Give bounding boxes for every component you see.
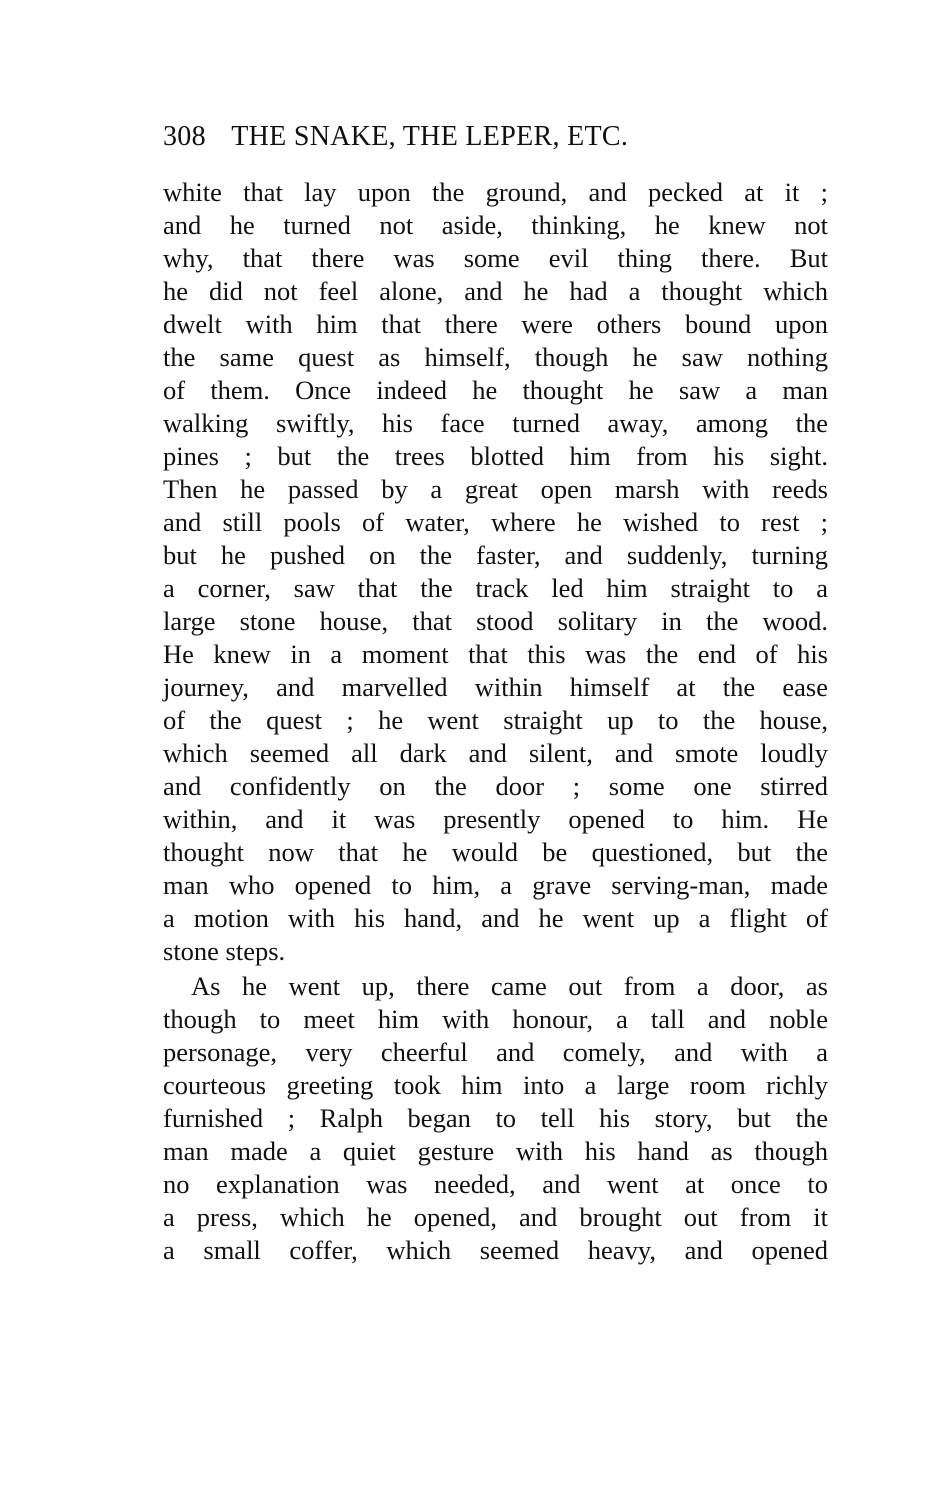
body-text (163, 176, 828, 1267)
text-line: of them. Once indeed he thought he saw a man (163, 375, 828, 405)
text-line: journey, and marvelled within himself at the ease (163, 672, 828, 702)
text-line: personage, very cheerful and comely, and with a (163, 1037, 828, 1067)
text-line: Then he passed by a great open marsh with reeds (163, 474, 828, 504)
running-title: THE SNAKE, THE LEPER, ETC. (231, 121, 629, 152)
text-line: which seemed all dark and silent, and smote loudly (163, 738, 828, 768)
text-line: of the quest ; he went straight up to the house, (163, 705, 828, 735)
text-line: no explanation was needed, and went at once to (163, 1169, 828, 1199)
text-line: As he went up, there came out from a door, as (191, 971, 828, 1001)
text-line: He knew in a moment that this was the end of his (163, 639, 828, 669)
text-line: a press, which he opened, and brought out from it (163, 1202, 828, 1232)
text-line: white that lay upon the ground, and pecked at it ; (163, 177, 828, 207)
text-line: though to meet him with honour, a tall and noble (163, 1004, 828, 1034)
text-line: a corner, saw that the track led him straight to a (163, 573, 828, 603)
running-head (163, 121, 833, 161)
text-line: and still pools of water, where he wished to rest ; (163, 507, 828, 537)
text-line: large stone house, that stood solitary in the wood. (163, 606, 828, 636)
text-line: and confidently on the door ; some one stirred (163, 771, 828, 801)
text-line: man who opened to him, a grave serving-man, made (163, 870, 828, 900)
text-line: a small coffer, which seemed heavy, and opened (163, 1235, 828, 1265)
text-line: man made a quiet gesture with his hand as though (163, 1136, 828, 1166)
text-line: within, and it was presently opened to him. He (163, 804, 828, 834)
text-line: thought now that he would be questioned, but the (163, 837, 828, 867)
text-line: pines ; but the trees blotted him from his sight. (163, 441, 828, 471)
text-line: he did not feel alone, and he had a thought which (163, 276, 828, 306)
text-line: and he turned not aside, thinking, he knew not (163, 210, 828, 240)
text-line: why, that there was some evil thing there. But (163, 243, 828, 273)
paragraph-2 (163, 970, 828, 1267)
text-line: furnished ; Ralph began to tell his story, but the (163, 1103, 828, 1133)
text-line: the same quest as himself, though he saw nothing (163, 342, 828, 372)
text-line: but he pushed on the faster, and suddenly, turning (163, 540, 828, 570)
text-line: stone steps. (163, 936, 286, 966)
text-line: courteous greeting took him into a large room richly (163, 1070, 828, 1100)
text-line: dwelt with him that there were others bound upon (163, 309, 828, 339)
paragraph-1 (163, 176, 828, 968)
text-line: walking swiftly, his face turned away, among the (163, 408, 828, 438)
text-line: a motion with his hand, and he went up a flight of (163, 903, 828, 933)
page-number: 308 (163, 121, 206, 152)
